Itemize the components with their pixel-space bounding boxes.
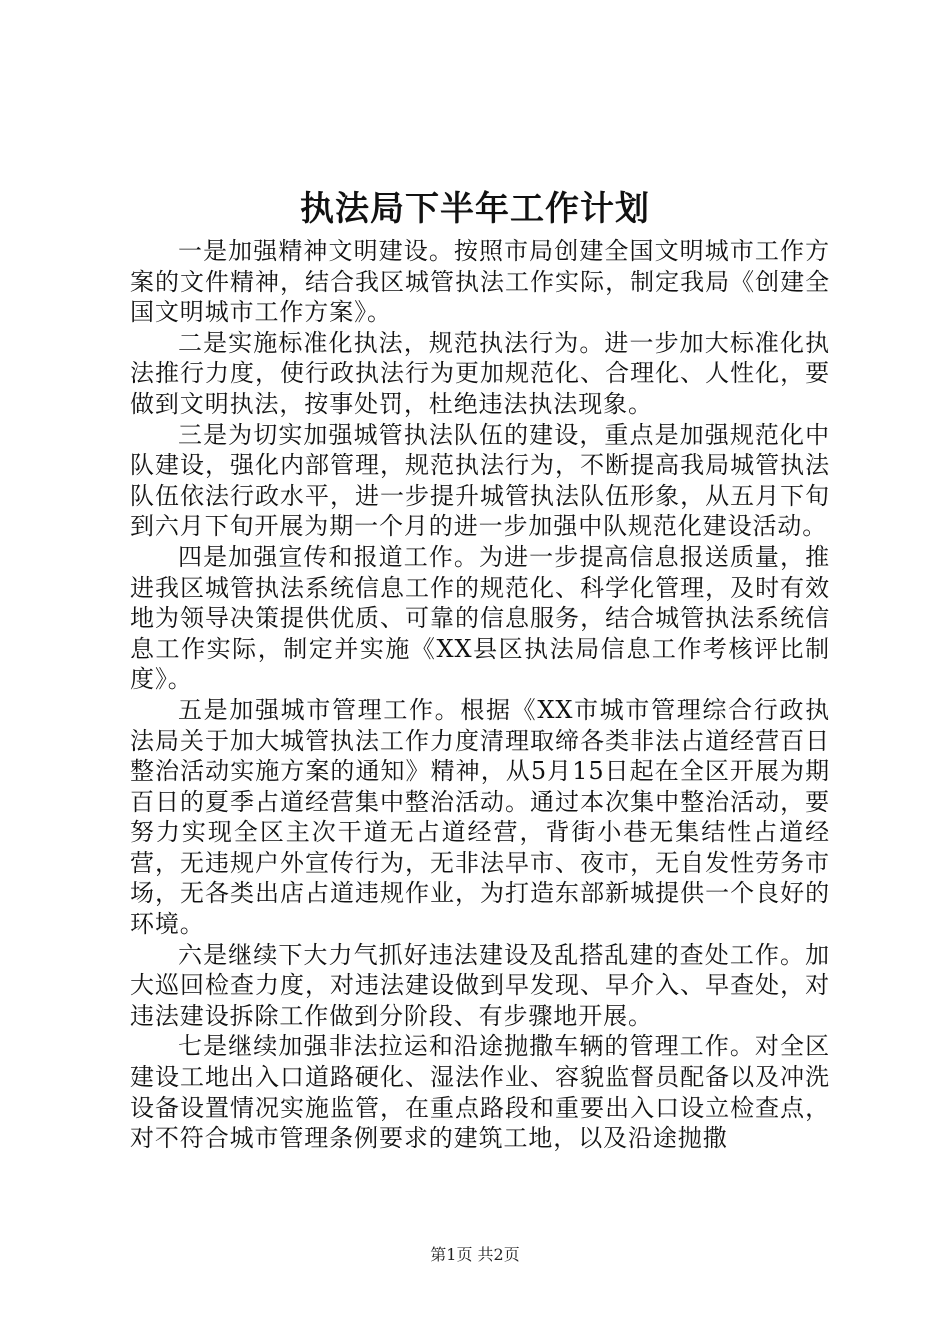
paragraph-6: 六是继续下大力气抓好违法建设及乱搭乱建的查处工作。加大巡回检查力度，对违法建设做到早发现、早介入、早查处，对违法建设拆除工作做到分阶段、有步骤地开展。: [130, 940, 830, 1030]
paragraph-3: 三是为切实加强城管执法队伍的建设，重点是加强规范化中队建设，强化内部管理，规范执法行为，不断提高我局城管执法队伍依法行政水平，进一步提升城管执法队伍形象，从五月下旬到六月下旬开展为期一个月的进一步加强中队规范化建设活动。: [130, 420, 830, 541]
page-footer: 第1页 共2页: [430, 1245, 520, 1264]
paragraph-5: 五是加强城市管理工作。根据《XX市城市管理综合行政执法局关于加大城管执法工作力度清理取缔各类非法占道经营百日整治活动实施方案的通知》精神，从5月15日起在全区开展为期百日的夏季占道经营集中整治活动。通过本次集中整治活动，要努力实现全区主次干道无占道经营，背街小巷无集结性占道经营，无违规户外宣传行为，无非法早市、夜市，无自发性劳务市场，无各类出店占道违规作业，为打造东部新城提供一个良好的环境。: [130, 695, 830, 939]
paragraph-4: 四是加强宣传和报道工作。为进一步提高信息报送质量，推进我区城管执法系统信息工作的规范化、科学化管理，及时有效地为领导决策提供优质、可靠的信息服务，结合城管执法系统信息工作实际，制定并实施《XX县区执法局信息工作考核评比制度》。: [130, 542, 830, 694]
document-title: 执法局下半年工作计划: [300, 189, 650, 229]
paragraph-7: 七是继续加强非法拉运和沿途抛撒车辆的管理工作。对全区建设工地出入口道路硬化、湿法作业、容貌监督员配备以及冲洗设备设置情况实施监管，在重点路段和重要出入口设立检查点，对不符合城市管理条例要求的建筑工地，以及沿途抛撒: [130, 1032, 830, 1153]
paragraph-2: 二是实施标准化执法，规范执法行为。进一步加大标准化执法推行力度，使行政执法行为更加规范化、合理化、人性化，要做到文明执法，按事处罚，杜绝违法执法现象。: [130, 328, 830, 418]
paragraph-1: 一是加强精神文明建设。按照市局创建全国文明城市工作方案的文件精神，结合我区城管执法工作实际，制定我局《创建全国文明城市工作方案》。: [130, 237, 830, 327]
document-body: [130, 236, 830, 1154]
